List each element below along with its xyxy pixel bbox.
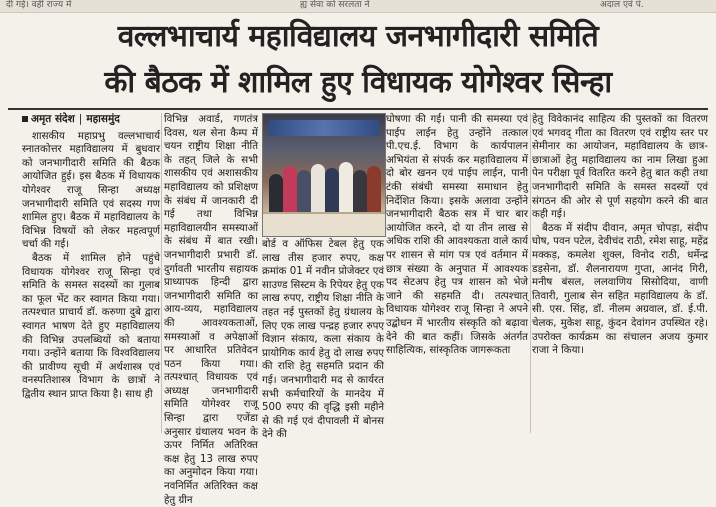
article-paragraph: घोषणा की गई। पानी की समस्या एवं पाईप लाईन हेतु उन्होंने तत्काल पी.एच.ई. विभाग के कार्यपालन अभियंता से संपर्क कर महाविद्यालय में दो बोर खनन एवं पाईप लाईन, पानी टंकी संबंधी समस्या समाधान हेतु निर्देशित किया। इसके अलावा उन्होंने जनभागीदारी बैठक सत्र में चार बार आयोजित करने, दो या तीन लाख से अधिक राशि की आवश्यकता वाले कार्य पर शासन से मांग पत्र एवं वर्तमान में छात्र संख्या के अनुपात में आवश्यक पद सेटअप हेतु पत्र शासन को भेजे जाने की सहमति दी। तत्पश्चात् विधायक योगेश्वर राजू सिन्हा ने अपने उद्बोधन में भारतीय संस्कृति को बढ़ावा देने की बात कहीं। जिसके अंतर्गत साहित्यिक, सांस्कृतिक जागरूकता	[386, 114, 528, 357]
top-fragment-right: अदाल एवं पं.	[600, 0, 644, 10]
dateline-separator: |	[78, 113, 83, 125]
article-column-2	[164, 113, 258, 506]
photo-banner	[269, 120, 379, 136]
article-paragraph: विभिन्न अवार्ड, गणतंत्र दिवस, थल सेना कैम्प में चयन राष्ट्रीय शिक्षा नीति के तहत् जिले के सभी शासकीय एवं अशासकीय महाविद्यालय को प्रशिक्षण के संबंध में जानकारी दी गई तथा विभिन्न महाविद्यालयीन समस्याओं के संबंध में बात रखी। जनभागीदारी प्रभारी डॉ. दुर्गावती भारतीय सहायक प्राध्यापक हिन्दी द्वारा जनभागीदारी समिति का आय-व्यय, महाविद्यालय की आवश्यकताओं, समस्याओं व अपेक्षाओं पर आधारित प्रतिवेदन पठन किया गया। तत्पश्चात् विधायक एवं अध्यक्ष जनभागीदारी समिति योगेश्वर राजू सिन्हा द्वारा एजेंडा अनुसार ग्रंथालय भवन के ऊपर निर्मित अतिरिक्त कक्ष हेतु 13 लाख रुपए का अनुमोदन किया गया। नवनिर्मित अतिरिक्त कक्ष हेतु ग्रीन	[164, 114, 258, 506]
article-paragraph: शासकीय महाप्रभु वल्लभाचार्य स्नातकोत्तर महाविद्यालय में बुधवार को जनभागीदारी समिति की बैठक आयोजित हुई। इस बैठक में विधायक योगेश्वर राजू सिन्हा अध्यक्ष जनभागीदारी समिति एवं सदस्य गण शामिल हुए। बैठक में महाविद्यालय के विभिन्न विषयों को लेकर महत्वपूर्ण चर्चा की गई।	[22, 130, 160, 251]
meeting-photo	[262, 113, 386, 237]
article-paragraph: हेतु विवेकानंद साहित्य की पुस्तकों का वितरण एवं भगवद् गीता का वितरण एवं राष्ट्रीय स्तर पर सेमीनार का आयोजन, महाविद्यालय के छात्र-छात्राओं हेतु महाविद्यालय का नाम लिखा हुआ पेन परीक्षा पूर्व वितरित करने हेतु बात कही तथा जनभागीदारी समिति के समस्त सदस्यों एवं संगठन की ओर से पूर्ण सहयोग करने की बात कही गई।	[532, 114, 708, 221]
article-paragraph: बोर्ड व ऑफिस टेबल हेतु एक लाख तीस हजार रुपए, कक्ष क्रमांक 01 में नवीन प्रोजेक्टर एवं साउण्ड सिस्टम के रिपेयर हेतु एक लाख रुपए, राष्ट्रीय शिक्षा नीति के तहत नई पुस्तकों हेतु ग्रंथालय के लिए एक लाख पन्द्रह हजार रुपए विज्ञान संकाय, कला संकाय के प्रायोगिक कार्य हेतु दो लाख रुपए की राशि हेतु सहमति प्रदान की गई। जनभागीदारी मद से कार्यरत सभी कर्मचारियों के मानदेय में 500 रुपए की वृद्धि इसी महीने से की गई एवं दीपावली में बोनस देने की	[262, 239, 384, 441]
top-fragment-left: दी गई। वहीं राज्य में	[6, 0, 72, 10]
headline-line-2: की बैठक में शामिल हुए विधायक योगेश्वर सिन्हा	[104, 65, 612, 100]
dateline	[22, 113, 160, 127]
column-divider	[530, 113, 531, 433]
column-divider	[161, 113, 162, 433]
top-strip	[0, 0, 716, 13]
dateline-marker-icon	[22, 116, 28, 122]
top-fragment-mid: ह्य सेवा को सरलता ने	[300, 0, 370, 10]
dateline-place: महासमुंद	[86, 113, 120, 125]
article-column-1	[22, 113, 160, 401]
article-column-4	[532, 113, 708, 433]
headline-line-1: वल्लभाचार्य महाविद्यालय जनभागीदारी समिति	[117, 19, 599, 54]
article-column-3	[386, 113, 528, 433]
photo-table	[263, 212, 385, 236]
dateline-source: अमृत संदेश	[31, 113, 75, 125]
article-column-2-continued	[262, 238, 384, 441]
article-paragraph: बैठक में शामिल होने पहुंचे विधायक योगेश्वर राजू सिन्हा एवं समिति के समस्त सदस्यों का गुलाब का फूल भेंट कर स्वागत किया गया। तत्पश्चात प्राचार्य डॉ. करुणा दुबे द्वारा स्वागत भाषण देते हुए महाविद्यालय की विभिन्न उपलब्धियों को बताया गया। उन्होंने बताया कि विश्वविद्यालय की प्रावीण्य सूची में अर्थशास्त्र एवं वनस्पतिशास्त्र विभाग के छात्रों ने द्वितीय स्थान प्राप्त किया है। साथ ही	[22, 252, 160, 400]
headline-rule	[8, 108, 708, 110]
article-paragraph: बैठक में संदीप दीवान, अमृत चोपड़ा, संदीप घोष, पवन पटेल, देवीचंद राठी, रमेश साहू, महेंद्र मक्कड़, कमलेश शुक्ल, विनोद राठी, धर्मेन्द्र डड़सेना, डॉ. शैलनारायण गुप्ता, आनंद गिरी, मनीष बंसल, ललवाणिय सिसोदिया, वाणी तिवारी, गुलाब सेन सहित महाविद्यालय के डॉ. सी. एस. सिंह, डॉ. नीलम अग्रवाल, डॉ. ई.पी. चेलक, मुकेश साहू, कुंदन देवांगन उपस्थित रहे। उपरोक्त कार्यक्रम का संचालन अजय कुमार राजा ने किया।	[532, 222, 708, 357]
